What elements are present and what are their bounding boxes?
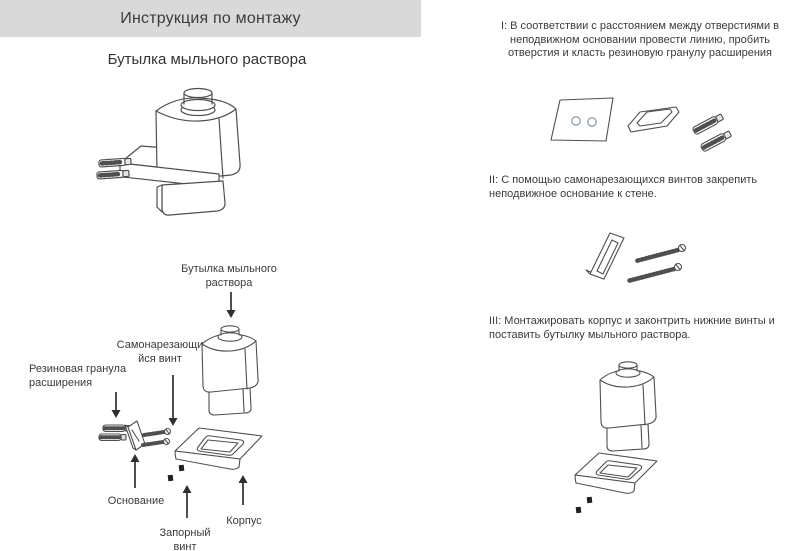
screw-drawing: [143, 439, 170, 446]
bottle-drawing: [202, 326, 258, 415]
label-rubber-expansion-plug: Резиновая гранула расширения: [29, 363, 127, 389]
wall-anchor-drawing: [700, 130, 732, 152]
page-title: Инструкция по монтажу: [120, 9, 301, 27]
arrow-down-icon: [227, 292, 236, 318]
screw-drawing: [628, 264, 682, 282]
step-2-diagram: [578, 224, 698, 309]
step-1-diagram: [540, 88, 750, 163]
wall-anchor-drawing: [692, 113, 724, 135]
label-housing: Корпус: [226, 515, 262, 527]
housing-tray-drawing: [175, 428, 262, 469]
screw-drawing: [144, 429, 171, 436]
bottle-drawing: [156, 89, 240, 182]
label-base: Основание: [107, 495, 165, 507]
product-title: Бутылка мыльного раствора: [107, 51, 307, 68]
label-self-tapping-screw: Самонарезающийся винт: [116, 339, 204, 365]
drill-template-drawing: [551, 98, 613, 141]
assembled-dispenser-diagram: [95, 85, 245, 225]
label-lock-screw: Запорный винт: [159, 527, 211, 551]
step-3-text: III: Монтажировать корпус и законтрить нижние винты и поставить бутылку мыльного раствора.: [489, 315, 775, 341]
arrow-down-icon: [112, 392, 121, 418]
step-1-text: I: В соответствии с расстоянием между отверстиями в неподвижном основании провести линию, пробить отверстия и класть резиновую гранулу расширения: [500, 20, 780, 59]
base-plate-drawing: [586, 233, 624, 279]
exploded-view-diagram: [15, 258, 315, 551]
screw-drawing: [636, 245, 686, 262]
base-plate-drawing: [628, 107, 679, 132]
arrow-down-icon: [169, 375, 178, 426]
header-bar: [0, 0, 421, 37]
label-bottle: Бутылка мыльного раствора: [181, 263, 277, 289]
step-2-text: II: С помощью самонарезающихся винтов закрепить неподвижное основание к стене.: [489, 174, 758, 200]
housing-tray-drawing: [575, 453, 657, 493]
bottle-drawing: [600, 362, 656, 451]
wall-anchor-drawing: [99, 434, 126, 441]
arrow-up-icon: [239, 475, 248, 505]
step-3-diagram: [560, 354, 690, 529]
arrow-up-icon: [131, 454, 140, 488]
lock-screw-drawing: [576, 497, 593, 513]
holder-cup-drawing: [157, 181, 225, 215]
lock-screw-drawing: [168, 465, 185, 481]
arrow-up-icon: [183, 485, 192, 518]
